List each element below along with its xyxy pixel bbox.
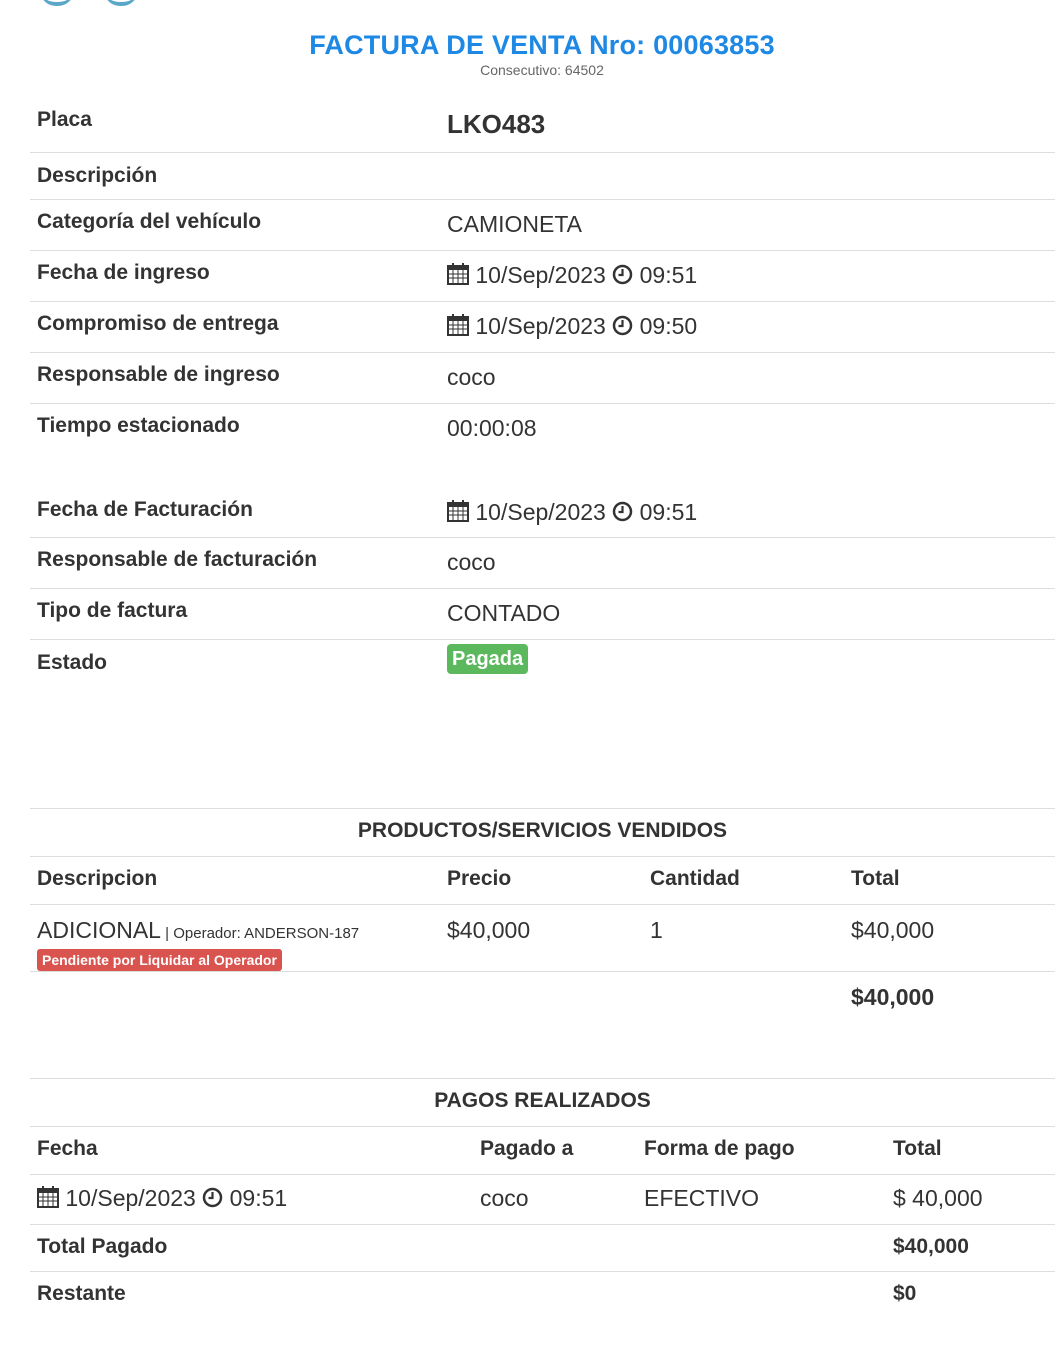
producto-precio: $40,000 [440, 905, 643, 972]
pagos-title: PAGOS REALIZADOS [30, 1079, 1055, 1127]
clock-icon [612, 501, 633, 528]
clock-icon [202, 1187, 223, 1214]
estado-label: Estado [30, 639, 440, 689]
clock-icon [612, 315, 633, 342]
productos-table [30, 808, 1055, 1011]
col-total: Total [844, 857, 1055, 905]
pago-pagado-a: coco [473, 1175, 637, 1225]
calendar-icon [447, 263, 469, 291]
resp-ingreso-value: coco [440, 352, 1055, 403]
total-pagado-value: $40,000 [886, 1225, 1055, 1272]
fecha-fact-label: Fecha de Facturación [37, 498, 253, 521]
col-descripcion: Descripcion [30, 857, 440, 905]
estado-value [440, 639, 1055, 689]
info-row-categoria [30, 199, 1055, 250]
fecha-fact-time: 09:51 [639, 499, 698, 525]
resp-ingreso-label: Responsable de ingreso [30, 352, 440, 403]
productos-title-row [30, 809, 1055, 857]
info-row-fecha-ingreso [30, 250, 1055, 301]
info-row-descripcion [30, 152, 1055, 199]
col-forma-pago: Forma de pago [637, 1127, 886, 1175]
invoice-title: FACTURA DE VENTA Nro: 00063853 [309, 30, 775, 60]
fecha-ingreso-time: 09:51 [639, 261, 698, 288]
info-row-fecha-fact [30, 489, 1055, 537]
vehicle-info-table [30, 100, 1055, 689]
calendar-icon [447, 314, 469, 342]
table-row [30, 905, 1055, 972]
total-pagado-label: Total Pagado [30, 1225, 886, 1272]
compromiso-time: 09:50 [639, 312, 698, 339]
info-row-estado [30, 639, 1055, 689]
clock-icon [612, 264, 633, 291]
info-row-placa [30, 100, 1055, 152]
restante-value: $0 [893, 1282, 917, 1305]
productos-total-row [30, 972, 1055, 1012]
info-row-compromiso [30, 301, 1055, 352]
fecha-fact-date: 10/Sep/2023 [475, 499, 606, 525]
categoria-value: CAMIONETA [440, 199, 1055, 250]
resp-fact-label: Responsable de facturación [30, 537, 440, 588]
resp-fact-value: coco [440, 537, 1055, 588]
fecha-ingreso-date: 10/Sep/2023 [475, 261, 606, 288]
invoice-header [30, 30, 1054, 78]
productos-title: PRODUCTOS/SERVICIOS VENDIDOS [30, 809, 1055, 857]
info-row-resp-ingreso [30, 352, 1055, 403]
compromiso-value [440, 301, 1055, 352]
col-pago-total: Total [886, 1127, 1055, 1175]
pending-badge: Pendiente por Liquidar al Operador [37, 949, 282, 971]
info-row-resp-fact [30, 537, 1055, 588]
tipo-label: Tipo de factura [30, 588, 440, 639]
producto-cantidad: 1 [643, 905, 844, 972]
col-pagado-a: Pagado a [473, 1127, 637, 1175]
restante-label: Restante [37, 1282, 126, 1305]
categoria-label: Categoría del vehículo [30, 199, 440, 250]
pagos-table [30, 1078, 1055, 1319]
producto-descripcion-cell [30, 905, 440, 972]
logo-fragment [40, 0, 160, 4]
col-fecha: Fecha [30, 1127, 473, 1175]
fecha-ingreso-label: Fecha de ingreso [30, 250, 440, 301]
calendar-icon [447, 500, 469, 528]
compromiso-date: 10/Sep/2023 [475, 312, 606, 339]
calendar-icon [37, 1186, 59, 1214]
status-badge: Pagada [447, 644, 528, 674]
total-pagado-row [30, 1225, 1055, 1272]
info-row-tiempo [30, 403, 1055, 489]
producto-operador: | Operador: ANDERSON-187 [160, 925, 360, 942]
fecha-ingreso-value [440, 250, 1055, 301]
pago-fecha [30, 1175, 473, 1225]
pagos-header-row [30, 1127, 1055, 1175]
placa-label: Placa [37, 108, 92, 131]
descripcion-label: Descripción [30, 152, 440, 199]
restante-row [30, 1272, 1055, 1319]
tiempo-label: Tiempo estacionado [30, 403, 440, 489]
info-row-tipo [30, 588, 1055, 639]
pago-date: 10/Sep/2023 [65, 1185, 196, 1211]
pago-time: 09:51 [229, 1185, 288, 1211]
consecutivo-label: Consecutivo: 64502 [480, 62, 604, 78]
table-row [30, 1175, 1055, 1225]
tipo-value: CONTADO [440, 588, 1055, 639]
compromiso-label: Compromiso de entrega [30, 301, 440, 352]
tiempo-value: 00:00:08 [440, 403, 1055, 489]
pago-total: $ 40,000 [886, 1175, 1055, 1225]
fecha-fact-value [440, 489, 1055, 537]
pago-forma: EFECTIVO [637, 1175, 886, 1225]
productos-grand-total: $40,000 [851, 984, 935, 1010]
descripcion-value [440, 152, 1055, 199]
producto-total: $40,000 [844, 905, 1055, 972]
producto-descripcion: ADICIONAL [37, 917, 161, 943]
pagos-title-row [30, 1079, 1055, 1127]
placa-value: LKO483 [447, 109, 546, 139]
col-cantidad: Cantidad [643, 857, 844, 905]
col-precio: Precio [440, 857, 643, 905]
productos-header-row [30, 857, 1055, 905]
